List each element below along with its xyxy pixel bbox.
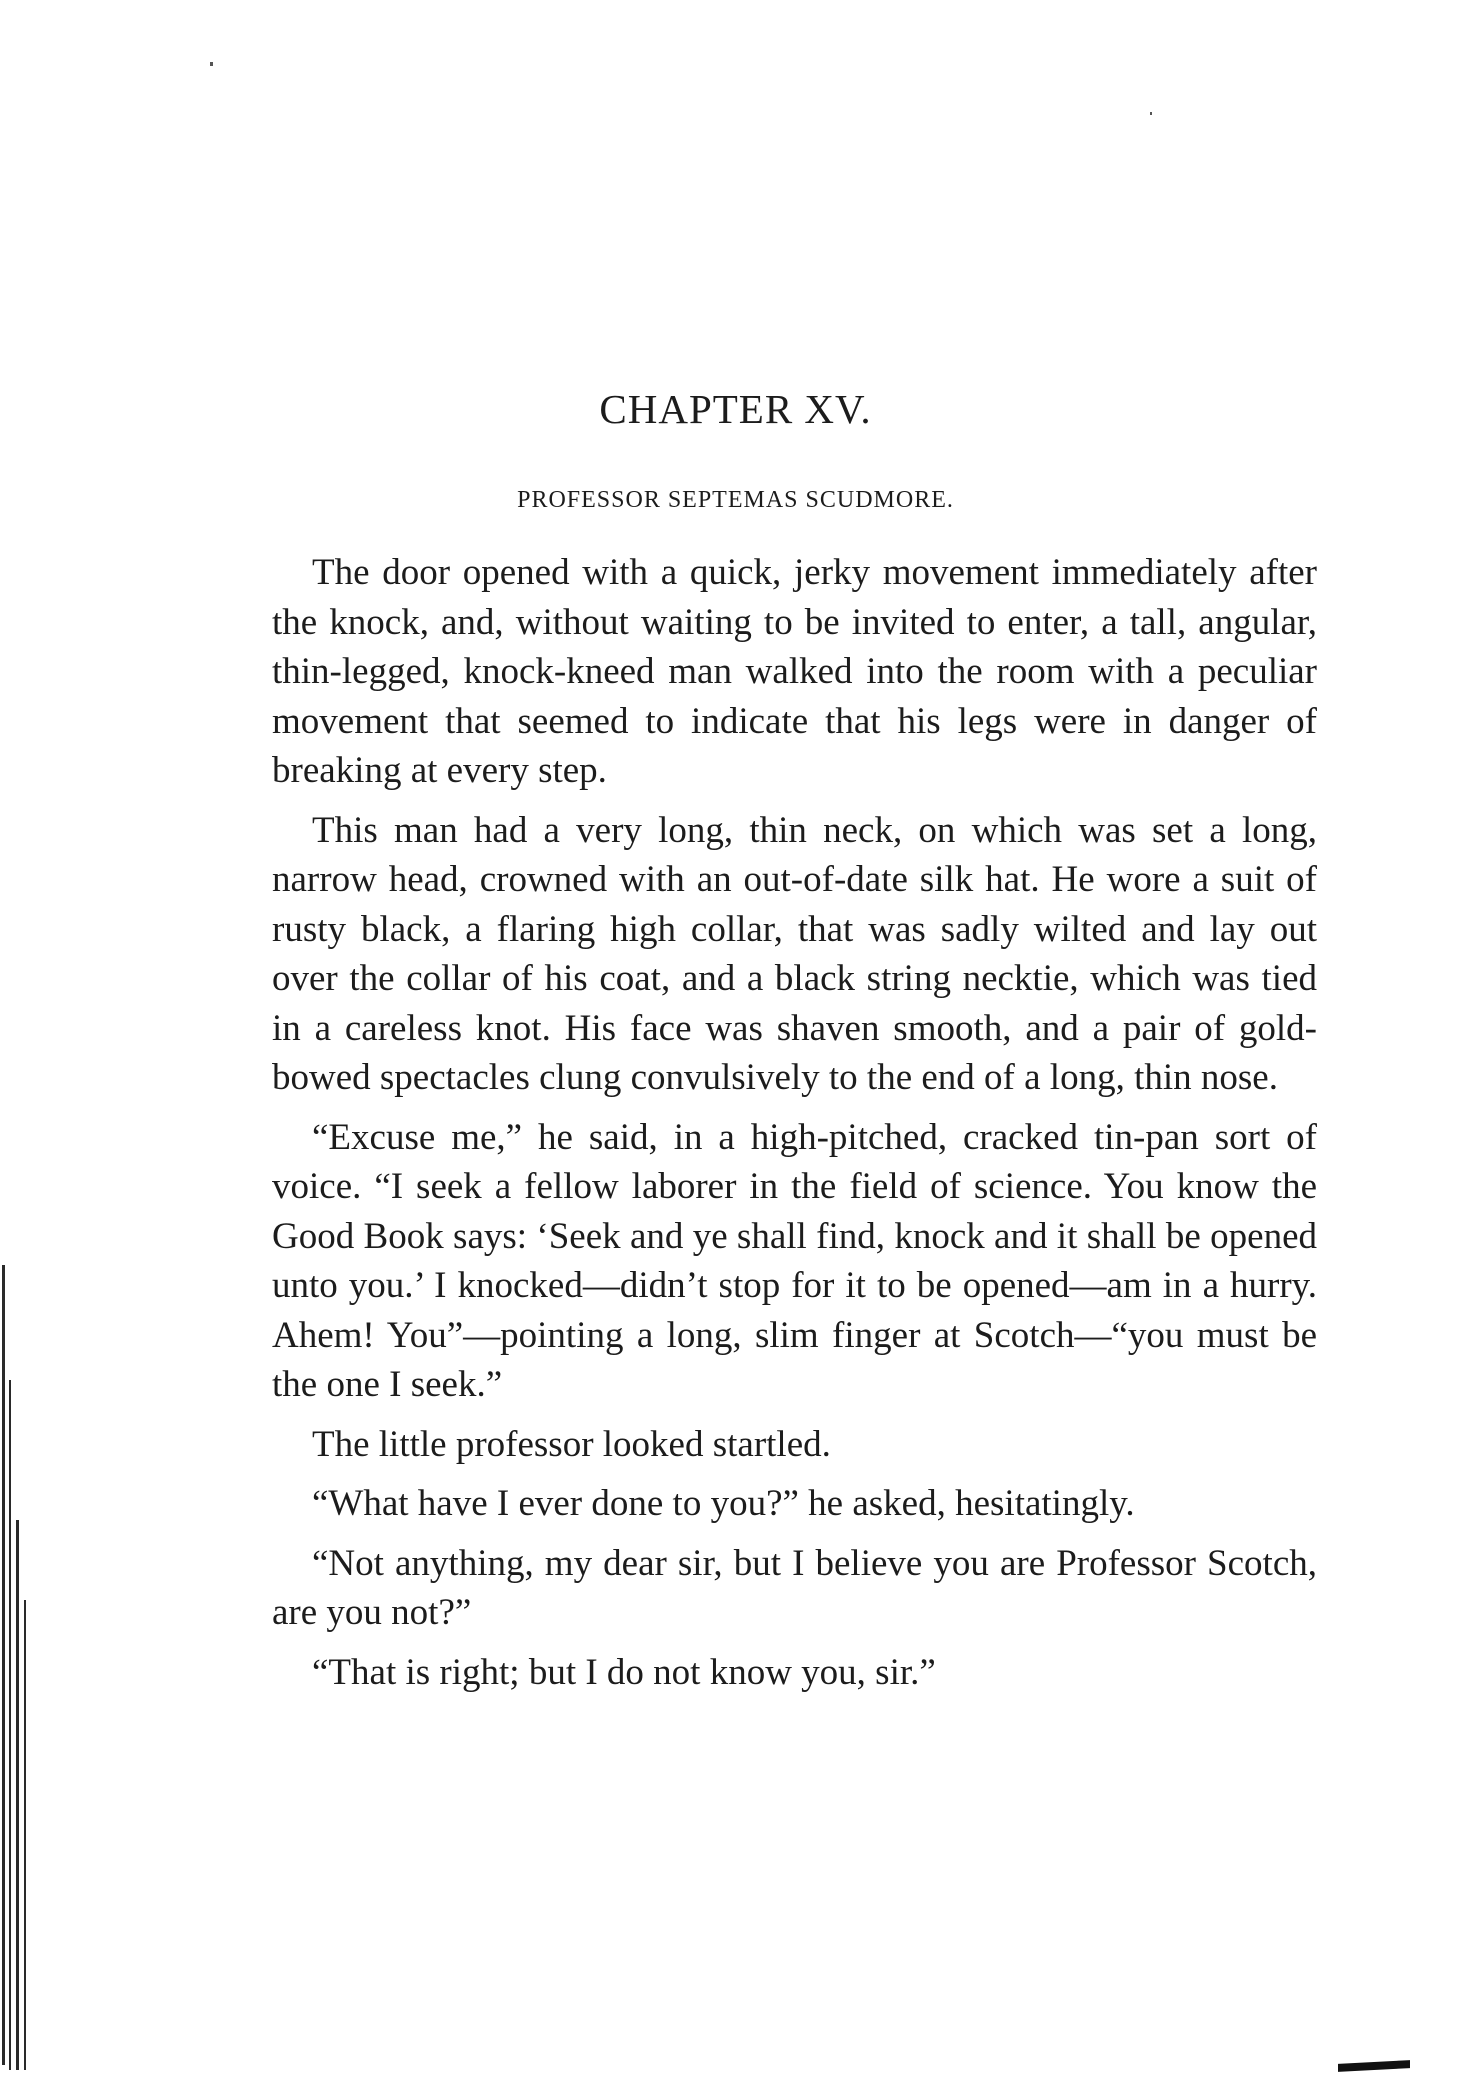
paragraph: The door opened with a quick, jerky movement immediately after the knock, and, without waiting to be invited to enter, a tall, angular, thin-legged, knock-kneed man walked into the room with a peculiar movement that seemed to indicate that his legs were in danger of breaking at every step. [272, 552, 1317, 791]
scan-speck [1150, 112, 1152, 115]
paragraph: “That is right; but I do not know you, sir.” [312, 1651, 936, 1693]
paragraph: The little professor looked startled. [312, 1423, 831, 1465]
binding-edge [9, 1380, 11, 2070]
binding-edge [16, 1520, 19, 2070]
paragraph: This man had a very long, thin neck, on which was set a long, narrow head, crowned with an out-of-date silk hat. He wore a suit of rusty black, a flaring high collar, that was sadly wilted and lay out over the collar of his coat, and a black string necktie, which was tied in a careless knot. His face was shaven smooth, and a pair of gold-bowed spectacles clung convulsively to the end of a long, thin nose. [272, 809, 1317, 1098]
chapter-subtitle: PROFESSOR SEPTEMAS SCUDMORE. [517, 487, 954, 513]
paragraph: “What have I ever done to you?” he asked, hesitatingly. [312, 1483, 1135, 1524]
scan-speck [210, 62, 213, 66]
chapter-title: CHAPTER XV. [599, 386, 872, 432]
binding-edge [24, 1600, 26, 2070]
chapter-body [272, 548, 1317, 1707]
binding-edge [2, 1265, 5, 2065]
paragraph: “Excuse me,” he said, in a high-pitched, cracked tin-pan sort of voice. “I seek a fellow laborer in the field of science. You know the Good Book says: ‘Seek and ye shall find, knock and it shall be opened unto you.’ I knocked—didn’t stop for it to be opened—am in a hurry. Ahem! You”—pointing a long, slim finger at Scotch—“you must be the one I seek.” [272, 1116, 1317, 1405]
paragraph: “Not anything, my dear sir, but I believe you are Professor Scotch, are you not?” [272, 1542, 1317, 1633]
scan-mark [1338, 2060, 1410, 2072]
